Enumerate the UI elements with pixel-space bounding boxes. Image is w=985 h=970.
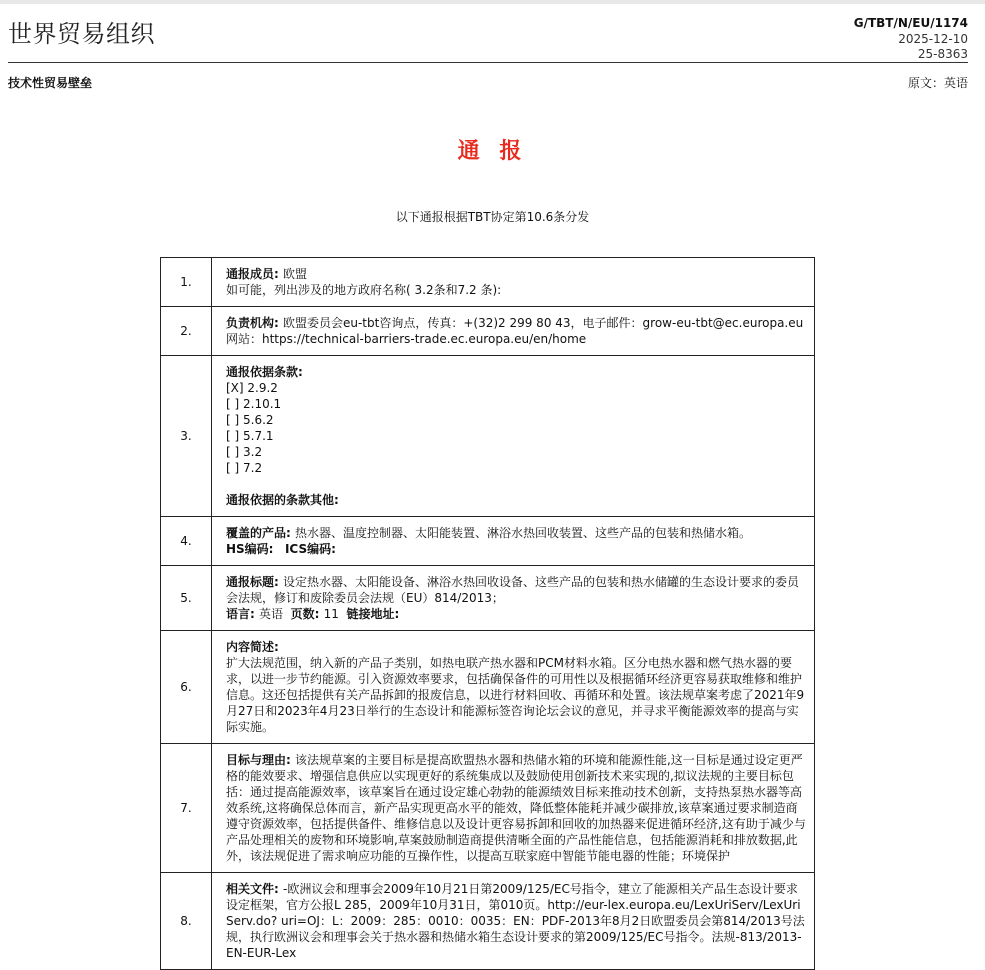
table-row	[161, 307, 815, 356]
table-row	[161, 517, 815, 566]
table-row	[161, 356, 815, 517]
field-value: 欧盟	[282, 267, 307, 281]
row-content	[212, 307, 815, 356]
clause-item: [ ] 3.2	[226, 445, 263, 459]
row-content	[212, 744, 815, 873]
clause-item: [ ] 5.7.1	[226, 429, 274, 443]
row-number: 6.	[161, 631, 212, 744]
intro-text: 以下通报根据TBT协定第10.6条分发	[395, 210, 590, 224]
row-content	[212, 258, 815, 307]
field-label: 相关文件:	[226, 882, 283, 896]
doc-code: G/TBT/N/EU/1174	[853, 16, 968, 30]
doc-date: 2025-12-10	[898, 31, 968, 46]
field-label: 负责机构:	[226, 316, 283, 330]
clause-item: [ ] 7.2	[226, 461, 263, 475]
language-label: 语言:	[226, 607, 259, 621]
header-divider	[8, 62, 968, 63]
language-value: 英语	[258, 607, 283, 621]
field-label: 目标与理由:	[226, 753, 295, 767]
link-label: 链接地址:	[346, 607, 400, 621]
field-value: 设定热水器、太阳能设备、淋浴水热回收设备、这些产品的包装和热水储罐的生态设计要求的委员会法规，修订和废除委员会法规（EU）814/2013；	[226, 575, 799, 605]
committee-name: 技术性贸易壁垒	[8, 76, 93, 90]
row-content	[212, 631, 815, 744]
original-language: 原文：英语	[907, 76, 968, 90]
notification-table	[160, 257, 815, 970]
row-number: 5.	[161, 566, 212, 631]
field-label: 通报成员:	[226, 267, 283, 281]
table-row	[161, 631, 815, 744]
hs-code-label: HS编码:	[226, 542, 274, 556]
row-number: 4.	[161, 517, 212, 566]
row-number: 2.	[161, 307, 212, 356]
row-content	[212, 517, 815, 566]
top-border	[0, 0, 985, 4]
org-name: 世界贸易组织	[8, 20, 155, 48]
field-value: 扩大法规范围，纳入新的产品子类别，如热电联产热水器和PCM材料水箱。区分电热水器和燃气热水器的要求，以进一步节约能源。引入资源效率要求，包括确保备件的可用性以及根据循环经济更容易获取维修和维护信息。这还包括提供有关产品拆卸的报废信息，以进行材料回收、再循环和处置。该法规草案考虑了2021年9月27日和2023年4月23日举行的生态设计和能源标签咨询论坛会议的意见，并寻求平衡能源效率的提高与实际实施。	[226, 656, 805, 734]
clause-item: [X] 2.9.2	[226, 381, 278, 395]
clause-item: [ ] 5.6.2	[226, 413, 274, 427]
field-label: 通报标题:	[226, 575, 283, 589]
doc-ref-number: 25-8363	[917, 47, 968, 61]
row-number: 3.	[161, 356, 212, 517]
row-number: 8.	[161, 873, 212, 970]
table-row	[161, 566, 815, 631]
field-note: 如可能，列出涉及的地方政府名称( 3.2条和7.2 条):	[226, 283, 502, 297]
field-value: 热水器、温度控制器、太阳能装置、淋浴水热回收装置、这些产品的包装和热储水箱。	[294, 526, 751, 540]
field-label: 覆盖的产品:	[226, 526, 295, 540]
field-label: 通报依据条款:	[226, 365, 303, 379]
table-row	[161, 873, 815, 970]
table-row	[161, 744, 815, 873]
field-label: 通报依据的条款其他:	[226, 493, 339, 507]
row-number: 1.	[161, 258, 212, 307]
row-content	[212, 356, 815, 517]
field-label: 内容简述:	[226, 640, 279, 654]
page-title: 通 报	[457, 139, 528, 164]
row-number: 7.	[161, 744, 212, 873]
pages-value: 11	[323, 607, 339, 621]
field-value: -欧洲议会和理事会2009年10月21日第2009/125/EC号指令，建立了能源相关产品生态设计要求设定框架，官方公报L 285，2009年10月31日，第010页。http://eur-lex.europa.eu/LexUriServ/LexUriServ.do? uri=OJ：L：2009：285：0010：0035：EN：PDF-2013年8月2日欧盟委员会第814/2013号法规，执行欧洲议会和理事会关于热水器和热储水箱生态设计要求的第2009/125/EC号指令。法规-813/2013-EN-EUR-Lex	[226, 882, 805, 960]
field-value: 该法规草案的主要目标是提高欧盟热水器和热储水箱的环境和能源性能,这一目标是通过设定更严格的能效要求、增强信息供应以实现更好的系统集成以及鼓励使用创新技术来实现的,拟议法规的主要目标包括：通过提高能源效率，该草案旨在通过设定雄心勃勃的能源绩效目标来推动技术创新，支持热泵热水器等高效系统,这将确保总体而言，新产品实现更高水平的能效，降低整体能耗并减少碳排放,该草案通过要求制造商遵守资源效率，包括提供备件、维修信息以及设计更容易拆卸和回收的加热器来促进循环经济,这有助于减少与产品处理相关的废物和环境影响,草案鼓励制造商提供清晰全面的产品性能信息，包括能源消耗和排放数据,此外，该法规促进了需求响应功能的互操作性，以提高互联家庭中智能节能电器的性能；环境保护	[226, 753, 806, 863]
document-meta	[854, 16, 968, 63]
row-content	[212, 873, 815, 970]
field-value: 欧盟委员会eu-tbt咨询点，传真：+(32)2 299 80 43，电子邮件：grow-eu-tbt@ec.europa.eu网站：https://technical-barriers-trade.ec.europa.eu/en/home	[226, 316, 804, 346]
clause-item: [ ] 2.10.1	[226, 397, 282, 411]
pages-label: 页数:	[290, 607, 324, 621]
table-row	[161, 258, 815, 307]
row-content	[212, 566, 815, 631]
ics-code-label: ICS编码:	[284, 542, 336, 556]
